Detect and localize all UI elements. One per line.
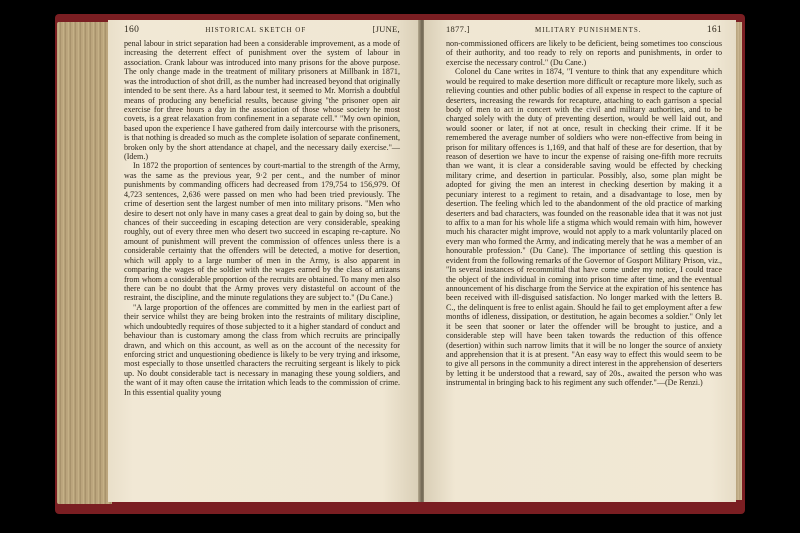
paragraph: "A large proportion of the offences are committed by men in the earliest part of their service whilst they are being broken into the restraints of military discipline, which undoubtedly requires of those subjected to it a higher standard of conduct and behaviour than is customary among the class from which recruits are principally drawn, and which on this account, as well as on the account of the necessity for enforcing strict and unquestioning obedience is likely to be very trying and irksome, most especially to those unsettled characters the recruiting sergeant is likely to pick up. No doubt considerable tact is necessary in managing these young soldiers, and the want of it may often cause the irritation which leads to the commission of crime. In this essential quality young [124,302,400,397]
right-page [424,20,736,502]
page-edges-left [57,22,112,504]
left-page [108,20,420,502]
left-running-head [124,22,400,36]
paragraph: In 1872 the proportion of sentences by court-martial to the strength of the Army, was the same as the previous year, 9·2 per cent., and the number of minor punishments by commanding officers had decreased from 179,754 to 156,979. Of 4,723 sentences, 2,636 were passed on men who had been tried previously. The crime of desertion sent the largest number of men into military prisons. "Men who desire to desert not only have in many cases a great deal to gain by doing so, but the chances of their succeeding in escaping detection are very considerable, speaking roughly, out of every three men who desert two succeed in escaping re-capture. No amount of punishment will prevent the commission of offences unless there is a considerable certainty that the offenders will be detected, a motive for desertion, which will apply to a large number of men in the Army, is also apparent in comparing the wages of the soldier with the wages earned by the class of artizans from whom a considerable proportion of the recruits are obtained. To many men also there can be no doubt that the Army proves very distasteful on account of the restraint, the discipline, and the minute regulations they are subject to." (Du Cane.) [124,161,400,303]
paragraph: non-commissioned officers are likely to be deficient, being sometimes too conscious of their authority, and too ready to rely on reports and punishments, in order to exercise the necessary control." (Du Cane.) [446,39,722,67]
running-date: 1877.] [446,24,470,34]
right-page-text [446,39,722,388]
running-title: MILITARY PUNISHMENTS. [535,26,642,34]
right-running-head [446,22,722,36]
page-number: 161 [706,25,722,35]
running-title: HISTORICAL SKETCH OF [205,26,307,34]
running-date: [JUNE, [372,24,400,34]
paragraph: Colonel du Cane writes in 1874, "I venture to think that any expenditure which would be required to make desertion more difficult or recapture more likely, such as relieving counties and other public bodies of all expense in respect to the capture of deserters, increasing the rewards for recapture, attaching to each garrison a special body of men to act in concert with the civil and military authorities, and to be charged solely with the duty of preventing desertion, would be well laid out, and would sooner or later, if not at once, result in checking their crime. If it be remembered the average number of soldiers who were non-effective from being in prison for military offences is 1,169, and that half of these are for desertion, that by reason of desertion we have to incur the expense of raising one-fifth more recruits than we want, it is clear a considerable saving would be effected by checking military crime, and desertion in particular. Possibly, also, some plan might be adopted for giving the men an interest in checking desertion by making it a pecuniary interest to a regiment to retain, and a disadvantage to lose, men by desertion. The feeling which led to the abandonment of the old practice of marking deserters and bad characters, was founded on the reasonable idea that it was not just to affix to a man for his whole life a stigma which would remain with him, however much his character might improve, would not apply to a mark voluntarily placed on every man who formed the Army, and indicating merely that he was a member of an honourable profession." (Du Cane). The importance of settling this question is evident from the following remarks of the Governor of Gosport Military Prison, viz., "In several instances of recommittal that have come under my notice, I could trace the object of the individual in coming into prison time after time, and the eventual announcement of his discharge from the Service at the expiration of his sentence has been received with ill-disguised satisfaction. No longer marked with the letters B. C., the delinquent is free to enlist again. Should he fail to get employment after a few months of idleness, dissipation, or destitution, he again becomes a soldier." Only let it be seen that sooner or later the offender will be brought to justice, and a considerable step will have been taken towards the reduction of this offence (desertion) within such narrow limits that it will be no longer the source of anxiety and apprehension that it is at present. "An easy way to effect this would seem to be to give all persons in the community a direct interest in the apprehension of deserters by letting it be understood that a reward, say of 20s., awaited the person who was instrumental in bringing back to his regiment any such offender."—(De Renzi.) [446,67,722,388]
page-number: 160 [124,25,140,35]
paragraph: penal labour in strict separation had been a considerable improvement, as a mode of increasing the deterrent effect of punishment over the system of labour in association. Crank labour was introduced into many prisons for the above purpose. The only change made in the treatment of military prisoners at Millbank in 1871, was the introduction of shot drill, as the number had increased beyond that originally intended to be sent there. As a hard labour test, it seemed to Mr. Morrish a doubtful means of producing any beneficial results, because giving "the prisoner open air exercise for three hours a day in the association of those whose society he most covets, is a great relaxation from confinement in a separate cell." "My own opinion, based upon the experience I have gathered from daily intercourse with the prisoners, is that nothing is dreaded so much as the complete isolation of separate confinement, broken only by the short attendance at chapel, and the necessary daily exercise."—(Idem.) [124,39,400,162]
left-page-text [124,39,400,397]
